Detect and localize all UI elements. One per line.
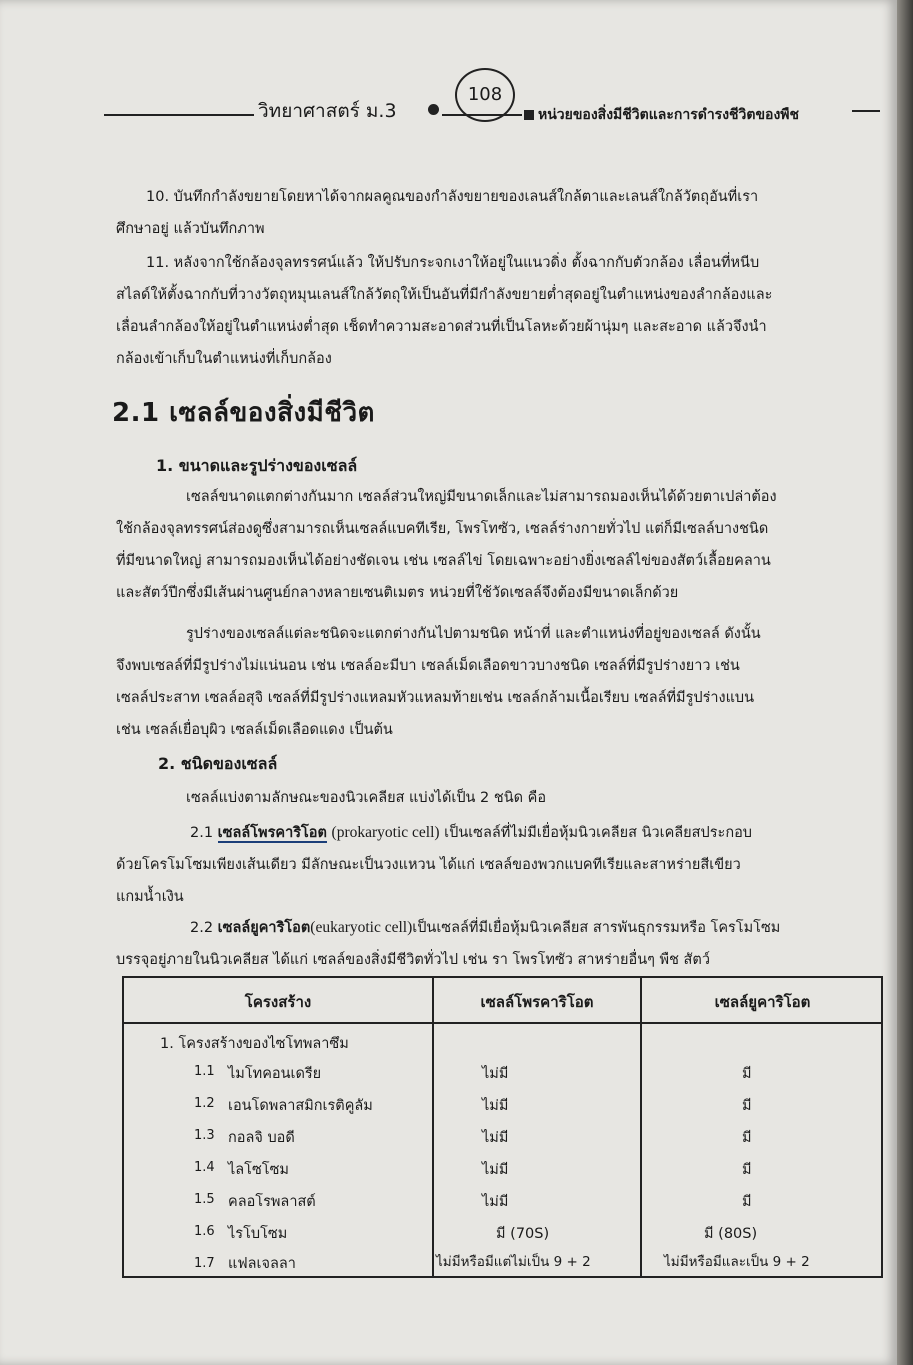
- header-bullet: [428, 104, 439, 115]
- table-header-structure: โครงสร้าง: [244, 993, 312, 1011]
- row-number: 1.7: [194, 1256, 215, 1271]
- row-number: 1.2: [194, 1096, 215, 1111]
- row-prokaryote: มี (70S): [496, 1226, 550, 1242]
- row-number: 1.6: [194, 1224, 215, 1239]
- prokaryote-english: (prokaryotic cell): [331, 824, 440, 841]
- row-number: 1.4: [194, 1160, 215, 1175]
- eukaryote-line-1: [190, 918, 780, 938]
- row-number: 1.3: [194, 1128, 215, 1143]
- para1-line-4: และสัตว์ปีกซึ่งมีเส้นผ่านศูนย์กลางหลายเซนติเมตร หน่วยที่ใช้วัดเซลล์จึงต้องมีขนาดเล็กด้วย: [116, 585, 679, 601]
- row-structure: เอนโดพลาสมิกเรติคูลัม: [228, 1098, 373, 1114]
- row-structure: ไมโทคอนเดรีย: [228, 1066, 322, 1082]
- eukaryote-definition: เป็นเซลล์ที่มีเยื่อหุ้มนิวเคลียส สารพันธุกรรมหรือ โครโมโซม: [412, 920, 781, 936]
- table-column-divider-1: [432, 978, 434, 1276]
- para2-line-2: จึงพบเซลล์ที่มีรูปร่างไม่แน่นอน เช่น เซลล์อะมีบา เซลล์เม็ดเลือดขาวบางชนิด เซลล์ที่มีรูปร่างยาว เช่น: [116, 658, 740, 674]
- row-prokaryote: ไม่มี: [482, 1066, 509, 1082]
- row-number: 1.5: [194, 1192, 215, 1207]
- row-eukaryote: มี: [742, 1194, 752, 1210]
- subsection-1-heading: 1. ขนาดและรูปร่างของเซลล์: [156, 456, 358, 475]
- row-structure: ไรโบโซม: [228, 1226, 288, 1242]
- table-header-eukaryote: เซลล์ยูคาริโอต: [714, 993, 811, 1011]
- row-eukaryote: มี: [742, 1162, 752, 1178]
- row-eukaryote: มี: [742, 1130, 752, 1146]
- row-prokaryote: ไม่มีหรือมีแต่ไม่เป็น 9 + 2: [436, 1254, 591, 1270]
- prokaryote-definition: เป็นเซลล์ที่ไม่มีเยื่อหุ้มนิวเคลียส นิวเคลียสประกอบ: [444, 825, 753, 841]
- step-11-line-2: สไลด์ให้ตั้งฉากกับที่วางวัตถุหมุนเลนส์ใกล้วัตถุให้เป็นอันที่มีกำลังขยายต่ำสุดอยู่ในตำแหน่งของลำกล้องและ: [116, 287, 773, 303]
- page-number: 108: [455, 68, 515, 122]
- para2-line-3: เซลล์ประสาท เซลล์อสุจิ เซลล์ที่มีรูปร่างแหลมหัวแหลมท้ายเช่น เซลล์กล้ามเนื้อเรียบ เซลล์ที่มีรูปร่างแบน: [116, 690, 755, 706]
- para1-line-1: เซลล์ขนาดแตกต่างกันมาก เซลล์ส่วนใหญ่มีขนาดเล็กและไม่สามารถมองเห็นได้ด้วยตาเปล่าต้อง: [186, 489, 777, 505]
- table-group-label: 1. โครงสร้างของไซโทพลาซึม: [160, 1036, 349, 1052]
- row-eukaryote: มี (80S): [704, 1226, 758, 1242]
- step-10-line-2: ศึกษาอยู่ แล้วบันทึกภาพ: [116, 221, 265, 237]
- row-eukaryote: มี: [742, 1098, 752, 1114]
- step-11-line-1: 11. หลังจากใช้กล้องจุลทรรศน์แล้ว ให้ปรับกระจกเงาให้อยู่ในแนวดิ่ง ตั้งฉากกับตัวกล้อง เลื่อนที่หนีบ: [146, 255, 760, 271]
- row-prokaryote: ไม่มี: [482, 1194, 509, 1210]
- eukaryote-line-2: บรรจุอยู่ภายในนิวเคลียส ได้แก่ เซลล์ของสิ่งมีชีวิตทั่วไป เช่น รา โพรโทซัว สาหร่ายอื่นๆ พืช สัตว์: [116, 952, 710, 968]
- header-book-title: วิทยาศาสตร์ ม.3: [258, 100, 397, 122]
- eukaryote-term: เซลล์ยูคาริโอต: [217, 920, 311, 936]
- row-structure: คลอโรพลาสต์: [228, 1194, 316, 1210]
- eukaryote-english: (eukaryotic cell): [310, 919, 413, 936]
- header-rule-right: [852, 110, 880, 112]
- para1-line-3: ที่มีขนาดใหญ่ สามารถมองเห็นได้อย่างชัดเจน เช่น เซลล์ไข่ โดยเฉพาะอย่างยิ่งเซลล์ไข่ของสัตว์เลื้อยคลาน: [116, 553, 771, 569]
- row-prokaryote: ไม่มี: [482, 1098, 509, 1114]
- row-prokaryote: ไม่มี: [482, 1162, 509, 1178]
- para2-line-1: รูปร่างของเซลล์แต่ละชนิดจะแตกต่างกันไปตามชนิด หน้าที่ และตำแหน่งที่อยู่ของเซลล์ ดังนั้น: [186, 626, 761, 642]
- row-structure: กอลจิ บอดี: [228, 1130, 295, 1146]
- table-header-prokaryote: เซลล์โพรคาริโอต: [480, 993, 594, 1011]
- para1-line-2: ใช้กล้องจุลทรรศน์ส่องดูซึ่งสามารถเห็นเซลล์แบคทีเรีย, โพรโทซัว, เซลล์ร่างกายทั่วไป แต่ก็มีเซลล์บางชนิด: [116, 521, 769, 537]
- table-column-divider-2: [640, 978, 642, 1276]
- prokaryote-number: 2.1: [190, 825, 214, 841]
- page-edge: [897, 0, 913, 1365]
- section-title: 2.1 เซลล์ของสิ่งมีชีวิต: [112, 398, 375, 428]
- header-square-bullet: [524, 110, 534, 120]
- subsection-2-heading: 2. ชนิดของเซลล์: [158, 754, 278, 773]
- prokaryote-line-1: [190, 823, 752, 843]
- eukaryote-number: 2.2: [190, 920, 214, 936]
- para2-line-4: เช่น เซลล์เยื่อบุผิว เซลล์เม็ดเลือดแดง เป็นต้น: [116, 722, 393, 738]
- header-rule-left: [104, 114, 254, 116]
- header-unit-title: หน่วยของสิ่งมีชีวิตและการดำรงชีวิตของพืช: [538, 107, 800, 123]
- row-structure: ไลโซโซม: [228, 1162, 289, 1178]
- prokaryote-line-3: แกมน้ำเงิน: [116, 889, 184, 905]
- row-prokaryote: ไม่มี: [482, 1130, 509, 1146]
- step-10-line-1: 10. บันทึกกำลังขยายโดยหาได้จากผลคูณของกำลังขยายของเลนส์ใกล้ตาและเลนส์ใกล้วัตถุอันที่เรา: [146, 189, 759, 205]
- row-eukaryote: ไม่มีหรือมีและเป็น 9 + 2: [664, 1254, 810, 1270]
- cell-comparison-table: [122, 976, 883, 1278]
- cell-types-intro: เซลล์แบ่งตามลักษณะของนิวเคลียส แบ่งได้เป็น 2 ชนิด คือ: [186, 790, 547, 806]
- row-number: 1.1: [194, 1064, 215, 1079]
- step-11-line-3: เลื่อนลำกล้องให้อยู่ในตำแหน่งต่ำสุด เช็ดทำความสะอาดส่วนที่เป็นโลหะด้วยผ้านุ่มๆ และสะอาด แล้วจึงนำ: [116, 319, 767, 335]
- row-eukaryote: มี: [742, 1066, 752, 1082]
- row-structure: แฟลเจลลา: [228, 1256, 296, 1272]
- prokaryote-term: เซลล์โพรคาริโอต: [217, 825, 327, 841]
- step-11-line-4: กล้องเข้าเก็บในตำแหน่งที่เก็บกล้อง: [116, 351, 332, 367]
- prokaryote-line-2: ด้วยโครโมโซมเพียงเส้นเดียว มีลักษณะเป็นวงแหวน ได้แก่ เซลล์ของพวกแบคทีเรียและสาหร่ายสีเขียว: [116, 857, 741, 873]
